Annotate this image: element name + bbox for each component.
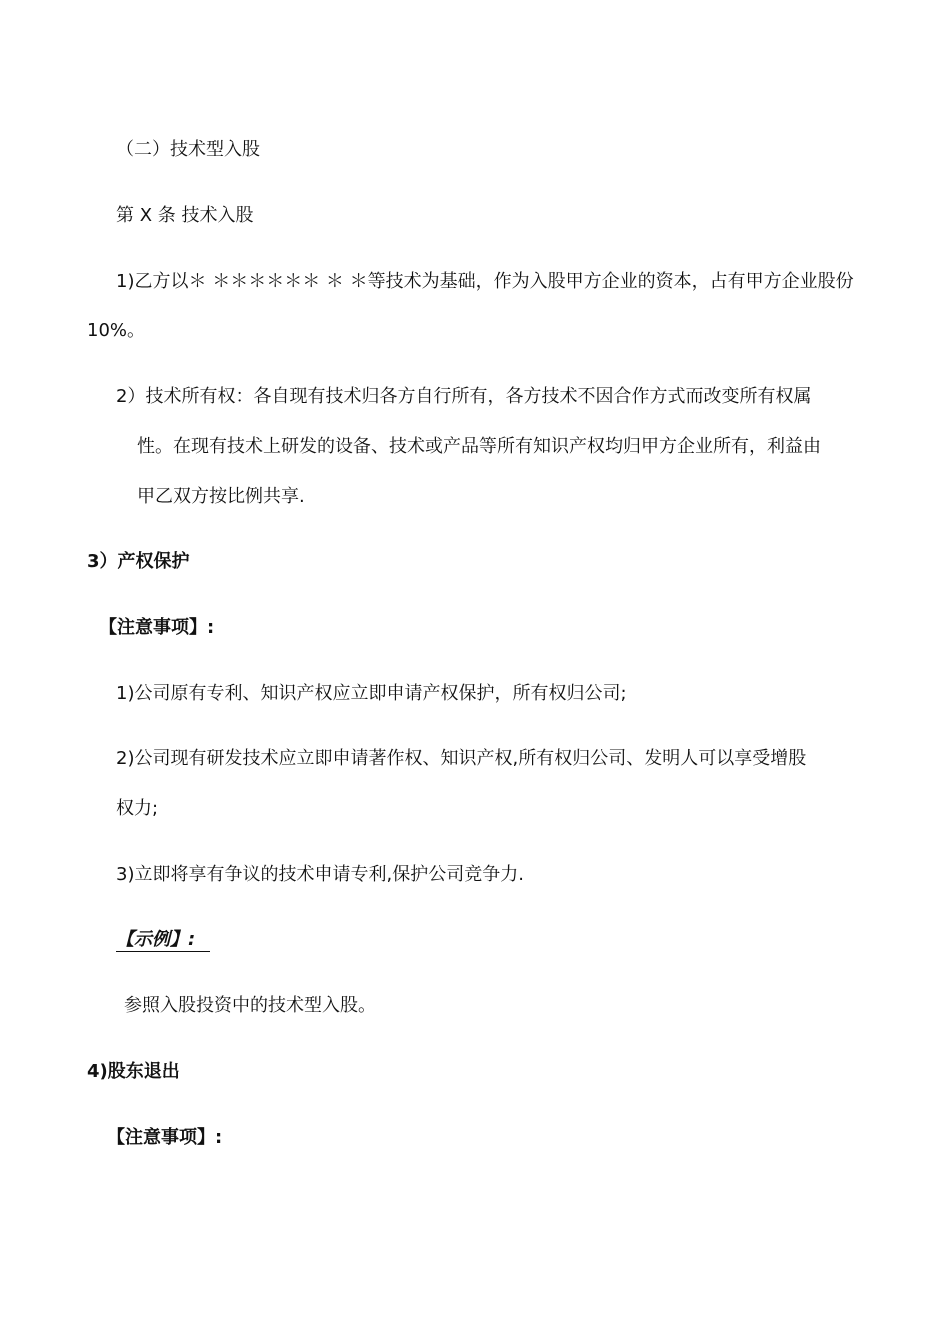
notes-label-1: 【注意事项】: — [99, 617, 215, 638]
example-underline — [116, 951, 210, 952]
paragraph-2-line-3: 甲乙双方按比例共享. — [137, 486, 305, 507]
paragraph-1-line-2: 10%。 — [87, 320, 146, 341]
example-label: 【示例】: — [116, 929, 196, 950]
sub-heading: （二）技术型入股 — [116, 139, 260, 160]
note-item-3: 3)立即将享有争议的技术申请专利,保护公司竞争力. — [116, 864, 524, 885]
example-text: 参照入股投资中的技术型入股。 — [124, 995, 376, 1016]
paragraph-1-line-1: 1)乙方以＊ ＊＊＊＊＊＊ ＊ ＊等技术为基础，作为入股甲方企业的资本，占有甲方企业股份 — [116, 271, 854, 292]
paragraph-2-line-1: 2）技术所有权：各自现有技术归各方自行所有，各方技术不因合作方式而改变所有权属 — [116, 386, 812, 407]
note-item-2-line-1: 2)公司现有研发技术应立即申请著作权、知识产权,所有权归公司、发明人可以享受增股 — [116, 748, 807, 769]
article-title: 第 X 条 技术入股 — [116, 205, 254, 226]
section-heading-3: 3）产权保护 — [87, 551, 190, 572]
paragraph-2-line-2: 性。在现有技术上研发的设备、技术或产品等所有知识产权均归甲方企业所有，利益由 — [137, 436, 821, 457]
section-heading-4: 4)股东退出 — [87, 1061, 180, 1082]
note-item-1: 1)公司原有专利、知识产权应立即申请产权保护，所有权归公司; — [116, 683, 627, 704]
note-item-2-line-2: 权力; — [116, 798, 159, 819]
notes-label-2: 【注意事项】: — [107, 1127, 223, 1148]
